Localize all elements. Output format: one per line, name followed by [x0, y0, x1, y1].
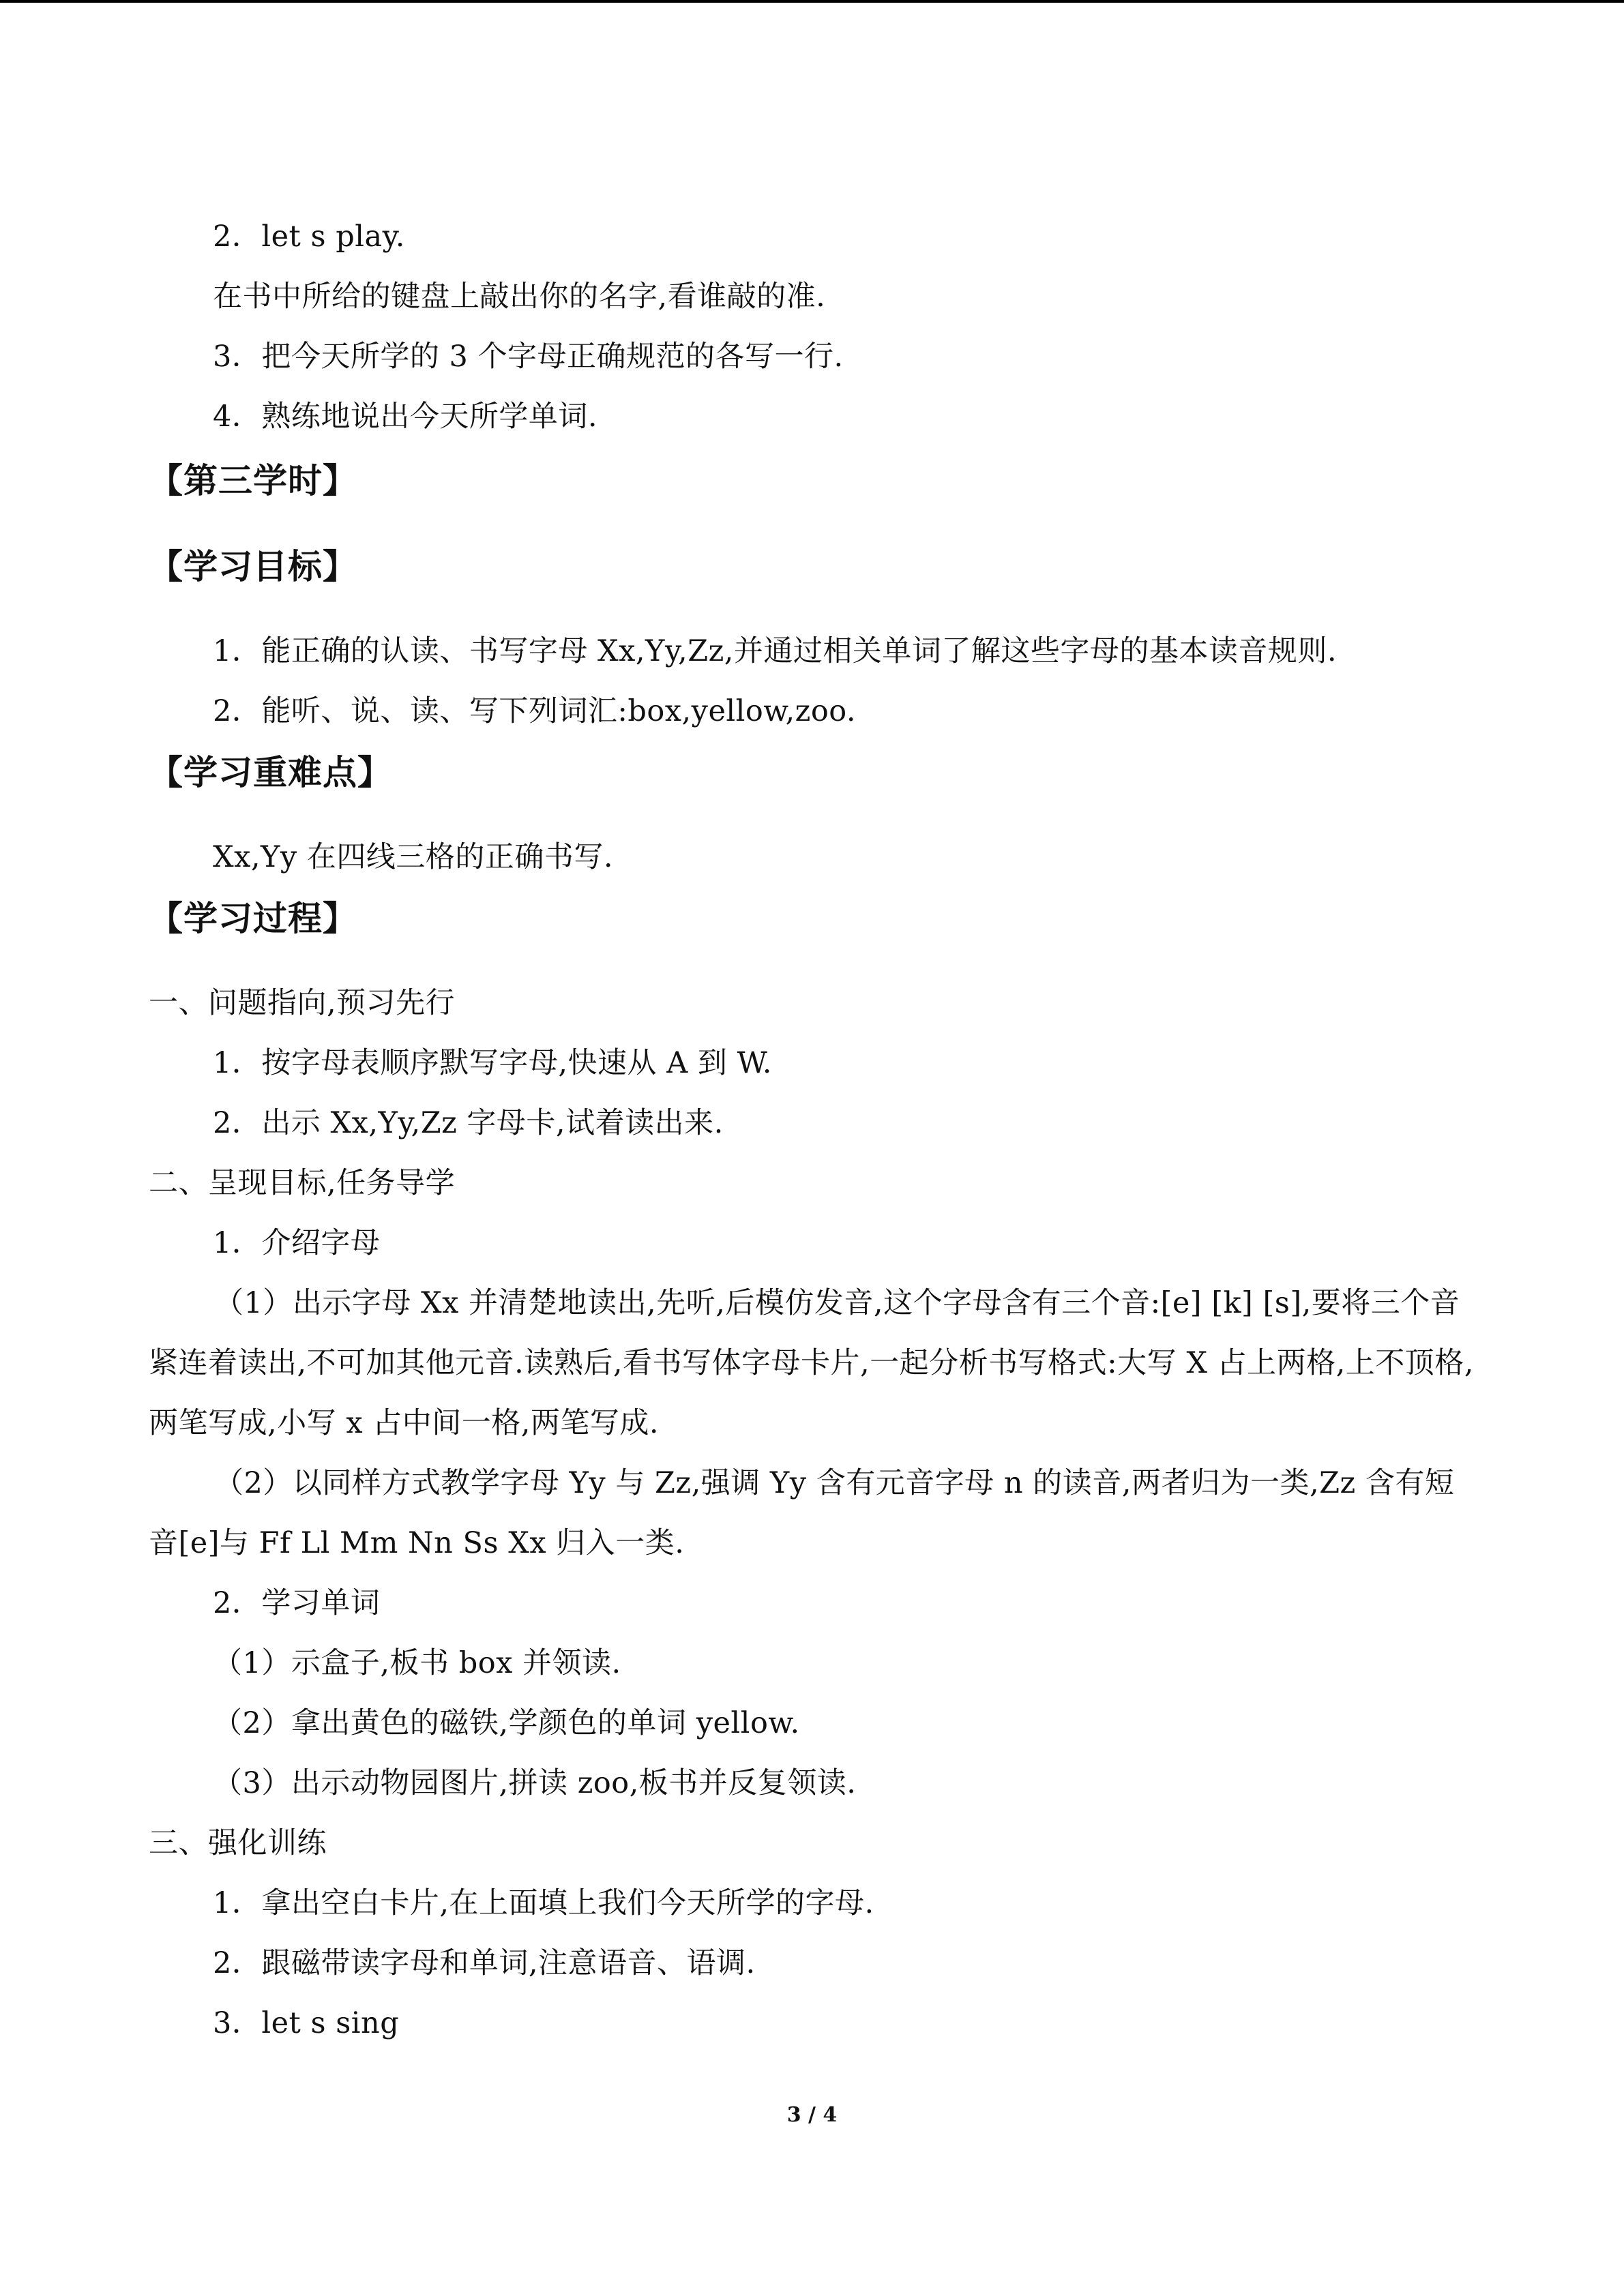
text-line: 在书中所给的键盘上敲出你的名字,看谁敲的准.	[213, 280, 826, 314]
section-heading: 【学习目标】	[149, 547, 357, 586]
text-line: 1．拿出空白卡片,在上面填上我们今天所学的字母.	[213, 1886, 874, 1920]
text-line: （3）出示动物园图片,拼读 zoo,板书并反复领读.	[213, 1766, 857, 1800]
text-line: 1．介绍字母	[213, 1226, 381, 1260]
text-line: 3．let s sing	[213, 2006, 400, 2040]
text-line: （1）示盒子,板书 box 并领读.	[213, 1646, 621, 1680]
text-line: 4．熟练地说出今天所学单词.	[213, 400, 598, 434]
text-line: 2．let s play.	[213, 220, 405, 254]
text-line: （2）拿出黄色的磁铁,学颜色的单词 yellow.	[213, 1706, 800, 1740]
text-line: 3．把今天所学的 3 个字母正确规范的各写一行.	[213, 340, 844, 374]
subsection-title: 一、问题指向,预习先行	[149, 986, 456, 1020]
text-line: Xx,Yy 在四线三格的正确书写.	[213, 840, 614, 874]
text-line: 2．能听、说、读、写下列词汇:box,yellow,zoo.	[213, 694, 857, 728]
text-line: 1．能正确的认读、书写字母 Xx,Yy,Zz,并通过相关单词了解这些字母的基本读音规则.	[213, 634, 1338, 668]
text-line: 2．出示 Xx,Yy,Zz 字母卡,试着读出来.	[213, 1106, 724, 1140]
page-number: 3 / 4	[786, 2103, 838, 2127]
text-line: 2．学习单词	[213, 1586, 381, 1620]
section-heading: 【学习重难点】	[149, 753, 392, 792]
section-heading: 【第三学时】	[149, 461, 357, 501]
paragraph: （2）以同样方式教学字母 Yy 与 Zz,强调 Yy 含有元音字母 n 的读音,两者归为一类,Zz 含有短音[e]与 Ff Ll Mm Nn Ss Xx 归入一类.	[149, 1466, 1455, 1560]
paragraph: （1）出示字母 Xx 并清楚地读出,先听,后模仿发音,这个字母含有三个音:[e] [k] [s],要将三个音紧连着读出,不可加其他元音.读熟后,看书写体字母卡片,一起分析书写格式:大写 X 占上两格,上不顶格,两笔写成,小写 x 占中间一格,两笔写成.	[149, 1286, 1474, 1440]
text-line: 1．按字母表顺序默写字母,快速从 A 到 W.	[213, 1046, 772, 1080]
subsection-title: 二、呈现目标,任务导学	[149, 1166, 456, 1200]
text-line: 2．跟磁带读字母和单词,注意语音、语调.	[213, 1946, 756, 1980]
subsection-title: 三、强化训练	[149, 1826, 327, 1860]
section-heading: 【学习过程】	[149, 899, 357, 938]
